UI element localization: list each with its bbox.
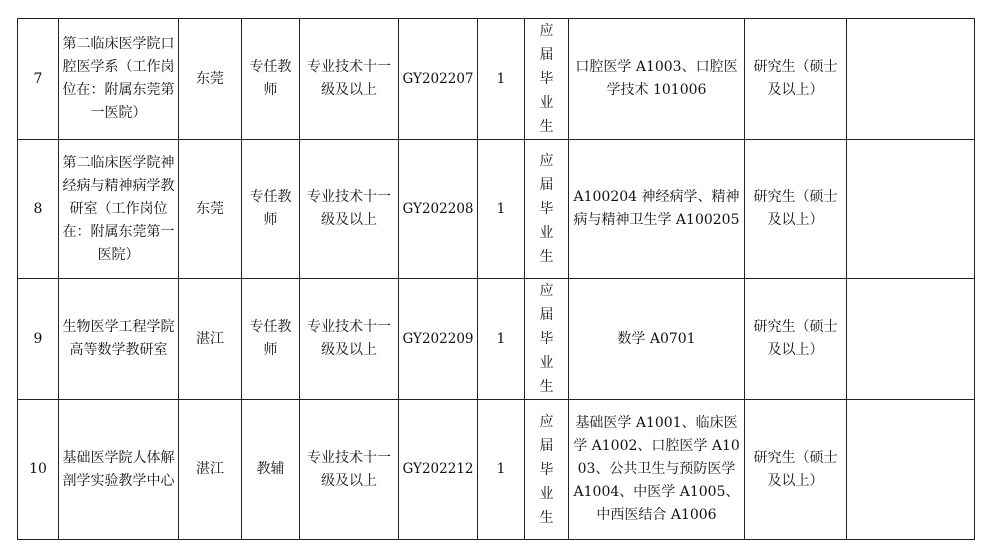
row-number-cell: 7 — [18, 19, 59, 140]
major-cell: 数学 A0701 — [569, 279, 745, 400]
post-code-cell: GY202208 — [399, 140, 478, 279]
table-row — [18, 19, 975, 140]
target-text: 应届毕业生 — [539, 23, 554, 135]
row-number-cell: 9 — [18, 279, 59, 400]
target-text: 应届毕业生 — [539, 283, 554, 395]
post-code-cell: GY202209 — [399, 279, 478, 400]
education-cell: 研究生（硕士及以上） — [745, 400, 847, 540]
major-cell: A100204 神经病学、精神病与精神卫生学 A100205 — [569, 140, 745, 279]
target-cell — [525, 400, 569, 540]
department-cell: 第二临床医学院神经病与精神病学教研室（工作岗位在：附属东莞第一医院） — [59, 140, 179, 279]
recruitment-table — [17, 18, 975, 540]
post-type-cell: 教辅 — [242, 400, 300, 540]
target-cell — [525, 279, 569, 400]
post-type-cell: 专任教师 — [242, 19, 300, 140]
post-type-cell: 专任教师 — [242, 279, 300, 400]
row-number-cell: 10 — [18, 400, 59, 540]
education-cell: 研究生（硕士及以上） — [745, 140, 847, 279]
department-cell: 基础医学院人体解剖学实验教学中心 — [59, 400, 179, 540]
table-row — [18, 140, 975, 279]
remark-cell — [847, 140, 975, 279]
grade-level-cell: 专业技术十一级及以上 — [300, 19, 399, 140]
target-text: 应届毕业生 — [539, 413, 554, 526]
remark-cell — [847, 400, 975, 540]
post-code-cell: GY202207 — [399, 19, 478, 140]
row-number-cell: 8 — [18, 140, 59, 279]
target-cell — [525, 19, 569, 140]
education-cell: 研究生（硕士及以上） — [745, 19, 847, 140]
location-cell: 湛江 — [179, 279, 242, 400]
headcount-cell: 1 — [478, 279, 525, 400]
location-cell: 东莞 — [179, 140, 242, 279]
remark-cell — [847, 19, 975, 140]
target-cell — [525, 140, 569, 279]
grade-level-cell: 专业技术十一级及以上 — [300, 140, 399, 279]
remark-cell — [847, 279, 975, 400]
location-cell: 东莞 — [179, 19, 242, 140]
post-code-cell: GY202212 — [399, 400, 478, 540]
post-type-cell: 专任教师 — [242, 140, 300, 279]
grade-level-cell: 专业技术十一级及以上 — [300, 279, 399, 400]
major-cell: 口腔医学 A1003、口腔医学技术 101006 — [569, 19, 745, 140]
department-cell: 第二临床医学院口腔医学系（工作岗位在：附属东莞第一医院） — [59, 19, 179, 140]
location-cell: 湛江 — [179, 400, 242, 540]
grade-level-cell: 专业技术十一级及以上 — [300, 400, 399, 540]
major-cell: 基础医学 A1001、临床医学 A1002、口腔医学 A1003、公共卫生与预防医学 A1004、中医学 A1005、中西医结合 A1006 — [569, 400, 745, 540]
target-text: 应届毕业生 — [539, 153, 554, 265]
headcount-cell: 1 — [478, 140, 525, 279]
table-row — [18, 400, 975, 540]
table-row — [18, 279, 975, 400]
department-cell: 生物医学工程学院高等数学教研室 — [59, 279, 179, 400]
headcount-cell: 1 — [478, 19, 525, 140]
education-cell: 研究生（硕士及以上） — [745, 279, 847, 400]
headcount-cell: 1 — [478, 400, 525, 540]
